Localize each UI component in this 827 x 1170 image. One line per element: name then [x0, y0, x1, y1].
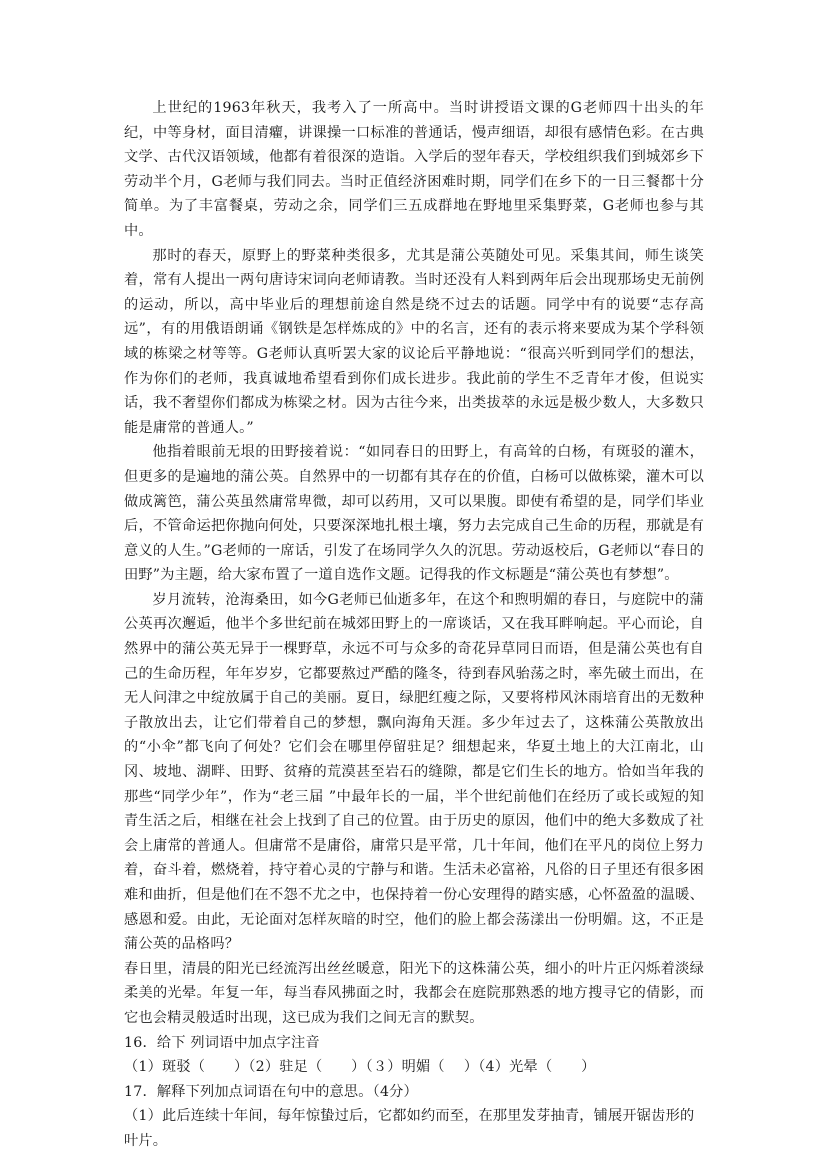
paragraph-1: 上世纪的1963年秋天，我考入了一所高中。当时讲授语文课的G老师四十出头的年纪，中等身材，面目清癯，讲课操一口标准的普通话，慢声细语，却很有感情色彩。在古典文学、古代汉语领域，他都有着很深的造诣。入学后的翌年春天，学校组织我们到城郊乡下劳动半个月，G老师与我们同去。当时正值经济困难时期，同学们在乡下的一日三餐都十分简单。为了丰富餐桌，劳动之余，同学们三五成群地在野地里采集野菜，G老师也参与其中。	[124, 100, 704, 239]
question-17-item-1: （1）此后连续十年间，每年惊蛰过后，它都如约而至，在那里发芽抽青，铺展开锯齿形的叶片。	[124, 1108, 695, 1149]
paragraph-5: 春日里，清晨的阳光已经流泻出丝丝暖意，阳光下的这株蒲公英，细小的叶片正闪烁着淡绿柔美的光晕。年复一年，每当春风拂面之时，我都会在庭院那熟悉的地方搜寻它的倩影，而它也会精灵般适时出现，这已成为我们之间无言的默契。	[124, 960, 704, 1026]
question-16-title: 16．给下 列词语中加点字注音	[124, 1034, 320, 1051]
paragraph-2: 那时的春天，原野上的野菜种类很多，尤其是蒲公英随处可见。采集其间，师生谈笑着，常有人提出一两句唐诗宋词向老师请教。当时还没有人料到两年后会出现那场史无前例的运动，所以，高中毕业后的理想前途自然是绕不过去的话题。同学中有的说要“志存高远”，有的用俄语朗诵《钢铁是怎样炼成的》中的名言，还有的表示将来要成为某个学科领域的栋梁之材等等。G老师认真听罢大家的议论后平静地说：“很高兴听到同学们的想法，作为你们的老师，我真诚地希望看到你们成长进步。我此前的学生不乏青年才俊，但说实话，我不奢望你们都成为栋梁之材。因为古往今来，出类拔萃的永远是极少数人，大多数只能是庸常的普通人。”	[124, 247, 704, 436]
question-16-items: （1）斑驳（ ）（2）驻足（ ）（３）明媚（ ）（4）光晕（ ）	[124, 1059, 596, 1076]
document-page	[124, 96, 704, 1154]
paragraph-3: 他指着眼前无垠的田野接着说：“如同春日的田野上，有高耸的白杨，有斑驳的灌木，但更多的是遍地的蒲公英。自然界中的一切都有其存在的价值，白杨可以做栋梁，灌木可以做成篱笆，蒲公英虽然庸常卑微，却可以药用，又可以果腹。即使有希望的是，同学们毕业后，不管命运把你抛向何处，只要深深地扎根土壤，努力去完成自己生命的历程，那就是有意义的人生。”G老师的一席话，引发了在场同学久久的沉思。劳动返校后，G老师以“春日的田野”为主题，给大家布置了一道自选作文题。记得我的作文标题是“蒲公英也有梦想”。	[124, 444, 704, 584]
paragraph-4: 岁月流转，沧海桑田，如今G老师已仙逝多年，在这个和煦明媚的春日，与庭院中的蒲公英再次邂逅，他半个多世纪前在城郊田野上的一席谈话，又在我耳畔响起。平心而论，自然界中的蒲公英无异于一棵野草，永远不可与众多的奇花异草同日而语，但是蒲公英也有自己的生命历程，年年岁岁，它都要熬过严酷的隆冬，待到春风骀荡之时，率先破土而出，在无人问津之中绽放属于自己的美丽。夏日，绿肥红瘦之际，又要将栉风沐雨培育出的无数种子散放出去，让它们带着自己的梦想，飘向海角天涯。多少年过去了，这株蒲公英散放出的“小伞”都飞向了何处？它们会在哪里停留驻足？细想起来，华夏土地上的大江南北，山冈、坡地、湖畔、田野、贫瘠的荒漠甚至岩石的缝隙，都是它们生长的地方。恰如当年我的那些“同学少年”，作为“老三届 ”中最年长的一届，半个世纪前他们在经历了或长或短的知青生活之后，相继在社会上找到了自己的位置。由于历史的原因，他们中的绝大多数成了社会上庸常的普通人。但庸常不是庸俗，庸常只是平常，几十年间，他们在平凡的岗位上努力着，奋斗着，燃烧着，持守着心灵的宁静与和谐。生活未必富裕，凡俗的日子里还有很多困难和曲折，但是他们在不怨不尤之中，也保持着一份心安理得的踏实感，心怀盈盈的温暖、感恩和爱。由此，无论面对怎样灰暗的时空，他们的脸上都会荡漾出一份明媚。这，不正是蒲公英的品格吗？	[124, 591, 704, 953]
question-17-title: 17．解释下列加点词语在句中的意思。（4分）	[124, 1083, 418, 1100]
